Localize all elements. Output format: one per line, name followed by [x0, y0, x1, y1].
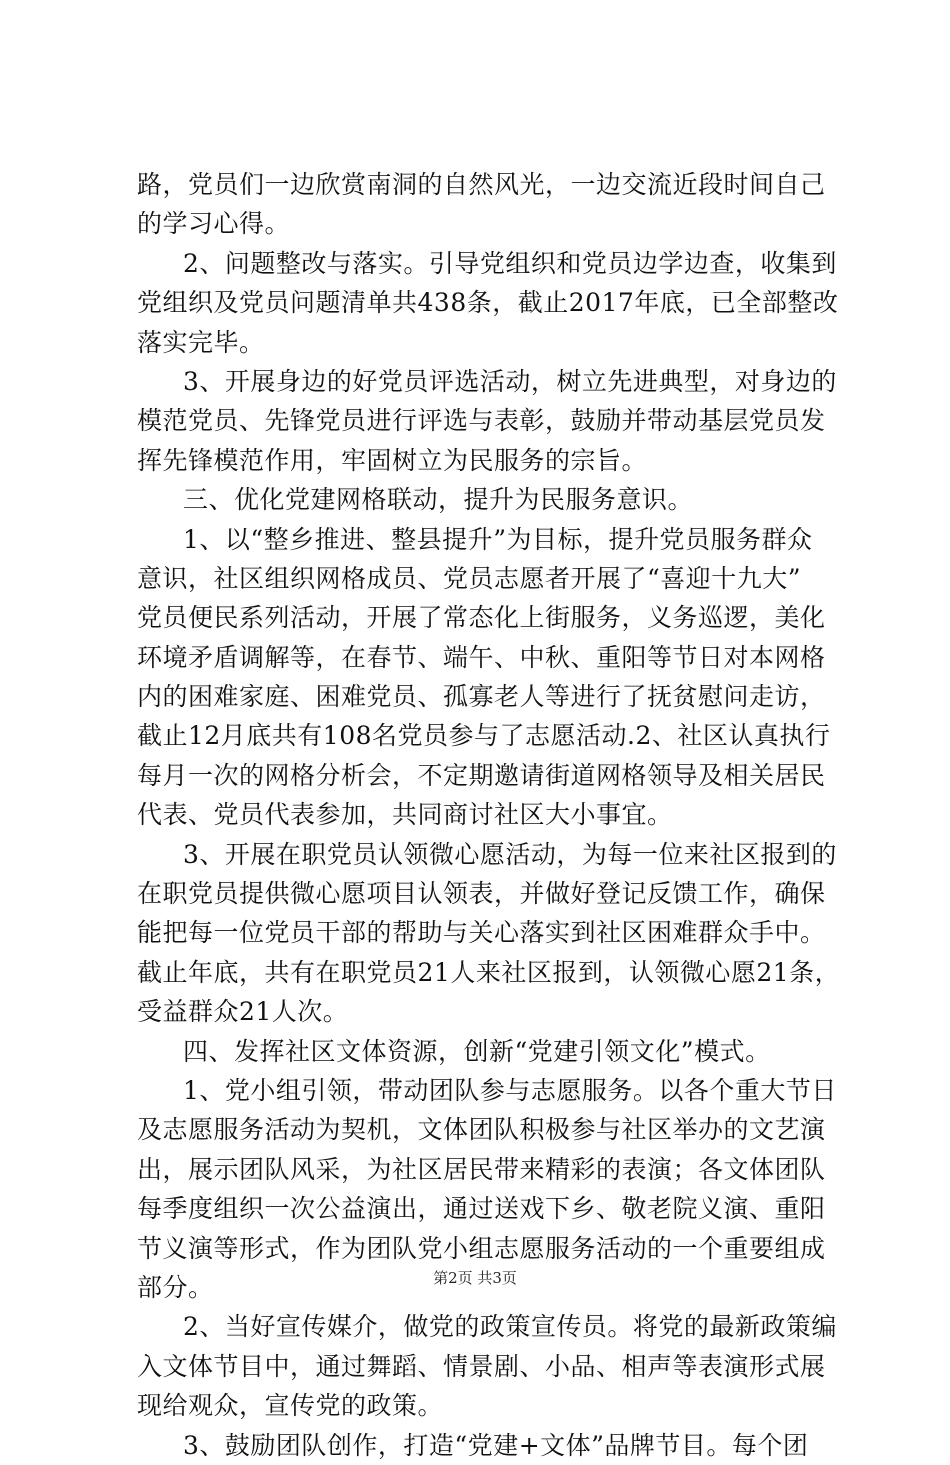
text-line: 落实完毕。 [137, 327, 265, 357]
text-line: 3、鼓励团队创作，打造“党建+文体”品牌节目。每个团 [183, 1430, 809, 1460]
text-line: 截止年底，共有在职党员21人来社区报到，认领微心愿21条， [137, 957, 841, 987]
text-line: 现给观众，宣传党的政策。 [137, 1391, 444, 1421]
text-line: 部分。 [137, 1272, 214, 1302]
text-line: 环境矛盾调解等，在春节、端午、中秋、重阳等节日对本网格 [137, 642, 826, 672]
text-line: 3、开展在职党员认领微心愿活动，为每一位来社区报到的 [183, 839, 837, 869]
text-line: 每月一次的网格分析会，不定期邀请街道网格领导及相关居民 [137, 760, 826, 790]
text-line: 节义演等形式，作为团队党小组志愿服务活动的一个重要组成 [137, 1233, 826, 1263]
text-line: 路，党员们一边欣赏南洞的自然风光，一边交流近段时间自己 [137, 170, 826, 199]
text-line: 2、当好宣传媒介，做党的政策宣传员。将党的最新政策编 [183, 1312, 837, 1342]
text-line: 2、问题整改与落实。引导党组织和党员边学边查，收集到 [183, 248, 837, 278]
text-line: 党员便民系列活动，开展了常态化上街服务，义务巡逻，美化 [137, 603, 826, 633]
text-line: 及志愿服务活动为契机，文体团队积极参与社区举办的文艺演 [137, 1115, 826, 1145]
text-line: 模范党员、先锋党员进行评选与表彰，鼓励并带动基层党员发 [137, 406, 826, 436]
section-heading: 四、发挥社区文体资源，创新“党建引领文化”模式。 [183, 1036, 771, 1066]
text-line: 每季度组织一次公益演出，通过送戏下乡、敬老院义演、重阳 [137, 1194, 826, 1224]
text-line: 代表、党员代表参加，共同商讨社区大小事宜。 [137, 800, 673, 830]
page-number-footer: 第2页 共3页 [433, 1269, 517, 1287]
text-line: 能把每一位党员干部的帮助与关心落实到社区困难群众手中。 [137, 918, 826, 948]
text-line: 挥先锋模范作用，牢固树立为民服务的宗旨。 [137, 445, 648, 475]
text-line: 意识，社区组织网格成员、党员志愿者开展了“喜迎十九大” [137, 563, 802, 593]
text-line: 的学习心得。 [137, 209, 291, 239]
text-line: 党组织及党员问题清单共438条，截止2017年底，已全部整改 [137, 288, 839, 318]
text-line: 1、党小组引领，带动团队参与志愿服务。以各个重大节日 [183, 1075, 837, 1105]
text-line: 受益群众21人次。 [137, 997, 349, 1027]
text-line: 在职党员提供微心愿项目认领表，并做好登记反馈工作，确保 [137, 879, 826, 909]
text-line: 1、以“整乡推进、整县提升”为目标，提升党员服务群众 [183, 524, 813, 554]
text-line: 内的困难家庭、困难党员、孤寡老人等进行了抚贫慰问走访， [137, 682, 826, 712]
text-line: 截止12月底共有108名党员参与了志愿活动.2、社区认真执行 [137, 721, 831, 751]
text-line: 入文体节目中，通过舞蹈、情景剧、小品、相声等表演形式展 [137, 1351, 826, 1381]
text-line: 3、开展身边的好党员评选活动，树立先进典型，对身边的 [183, 366, 837, 396]
text-line: 出，展示团队风采，为社区居民带来精彩的表演；各文体团队 [137, 1154, 826, 1184]
section-heading: 三、优化党建网格联动，提升为民服务意识。 [183, 485, 694, 515]
